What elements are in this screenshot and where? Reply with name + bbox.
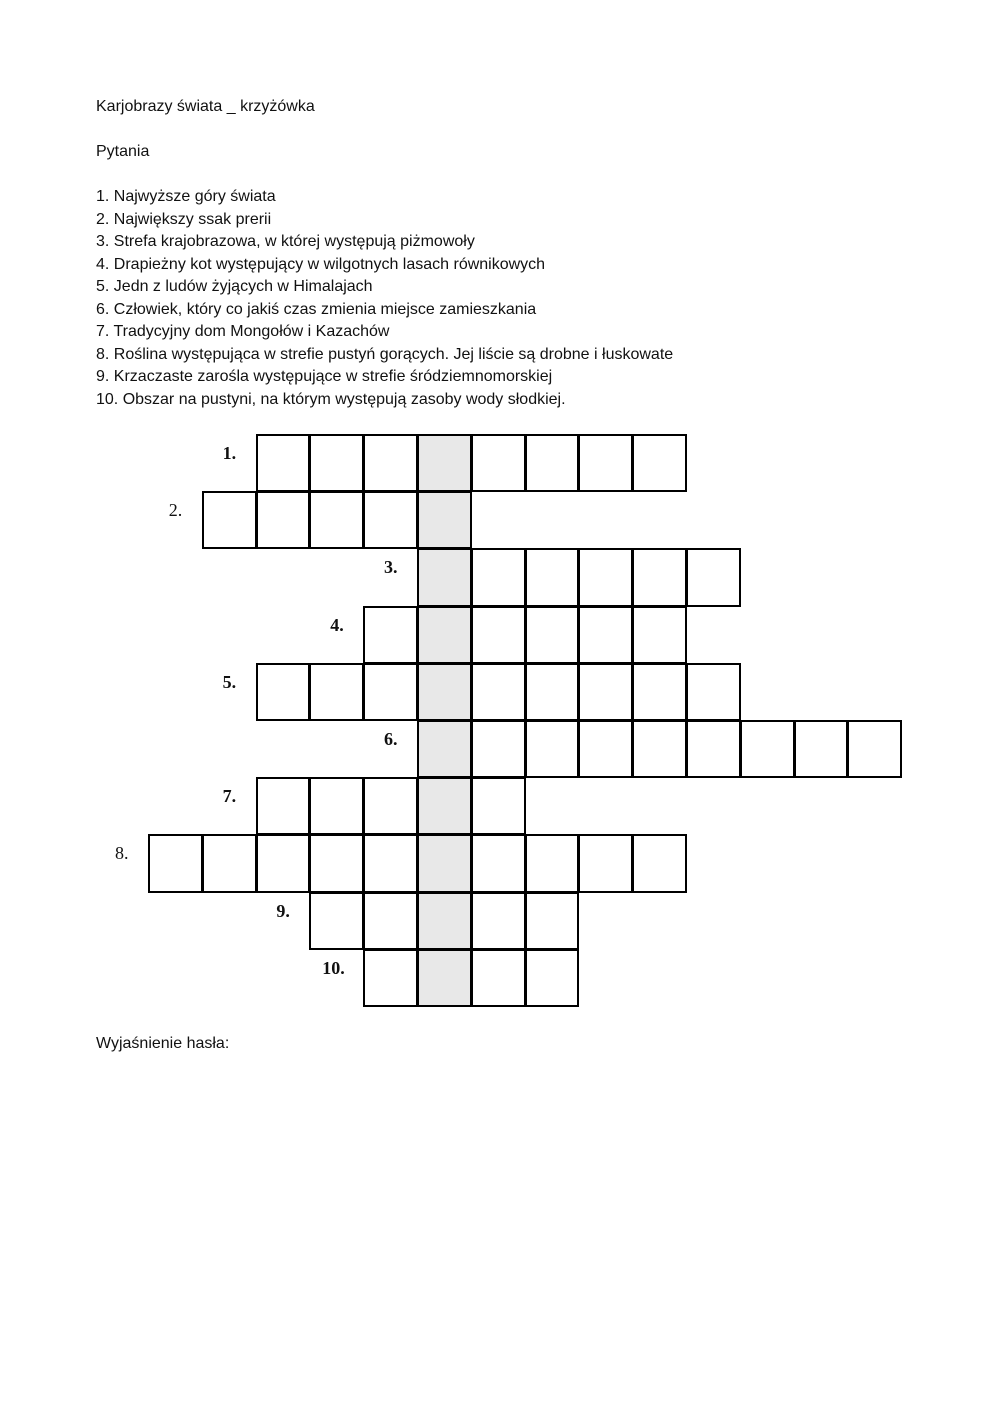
crossword-row-number: 1. [222,443,237,463]
crossword-row-number: 10. [322,957,345,978]
question-item: 9. Krzaczaste zarośla występujące w strefie śródziemnomorskiej [96,368,553,385]
crossword-cell[interactable] [363,777,418,835]
crossword-cell[interactable] [471,434,526,492]
question-item: 10. Obszar na pustyni, na którym występują zasoby wody słodkiej. [96,390,566,408]
crossword-cell[interactable] [256,834,311,892]
crossword-cell[interactable] [632,606,687,664]
crossword-key-cell[interactable] [417,663,472,721]
crossword-row-number: 7. [222,786,237,807]
crossword-cell[interactable] [363,834,418,892]
crossword-cell[interactable] [525,663,580,721]
crossword-cell[interactable] [256,491,311,549]
crossword-cell[interactable] [525,720,580,778]
crossword-cell[interactable] [578,663,633,721]
question-item: 7. Tradycyjny dom Mongołów i Kazachów [96,323,390,340]
crossword-cell[interactable] [363,491,418,549]
crossword-cell[interactable] [794,720,849,778]
crossword-cell[interactable] [471,548,526,606]
crossword-key-cell[interactable] [417,606,472,664]
question-item: 3. Strefa krajobrazowa, w której występują piżmowoły [96,233,475,250]
crossword-cell[interactable] [578,606,633,664]
crossword-cell[interactable] [202,834,257,892]
crossword-cell[interactable] [363,949,418,1007]
crossword-row-number: 3. [384,557,398,578]
crossword-cell[interactable] [309,892,364,950]
question-item: 8. Roślina występująca w strefie pustyń gorących. Jej liście są drobne i łuskowate [96,345,674,363]
crossword-cell[interactable] [256,434,311,492]
crossword-cell[interactable] [363,434,418,492]
crossword-cell[interactable] [256,777,311,835]
crossword-cell[interactable] [525,548,580,606]
crossword-cell[interactable] [471,834,526,892]
crossword-cell[interactable] [471,606,526,664]
crossword-cell[interactable] [686,663,741,721]
question-item: 5. Jedn z ludów żyjących w Himalajach [96,278,373,295]
crossword-cell[interactable] [578,434,633,492]
crossword-row-number: 6. [384,729,398,749]
crossword-row-number: 8. [115,843,129,864]
crossword-cell[interactable] [363,606,418,664]
crossword-cell[interactable] [309,434,364,492]
crossword-cell[interactable] [632,834,687,892]
crossword-cell[interactable] [148,834,203,892]
crossword-cell[interactable] [471,777,526,835]
answer-explanation-label: Wyjaśnienie hasła: [96,1035,230,1052]
questions-heading: Pytania [96,143,150,160]
crossword-cell[interactable] [632,434,687,492]
crossword-cell[interactable] [525,434,580,492]
crossword-cell[interactable] [471,663,526,721]
crossword-cell[interactable] [578,548,633,606]
worksheet-title: Karjobrazy świata _ krzyżówka [96,98,315,115]
crossword-cell[interactable] [256,663,311,721]
crossword-cell[interactable] [471,949,526,1007]
crossword-cell[interactable] [309,491,364,549]
crossword-cell[interactable] [578,720,633,778]
crossword-cell[interactable] [847,720,902,778]
crossword-cell[interactable] [363,892,418,950]
crossword-key-cell[interactable] [417,892,472,950]
crossword-cell[interactable] [578,834,633,892]
crossword-cell[interactable] [525,892,580,950]
question-item: 6. Człowiek, który co jakiś czas zmienia miejsce zamieszkania [96,300,537,318]
crossword-row-number: 9. [276,900,290,921]
crossword-cell[interactable] [309,834,364,892]
crossword-cell[interactable] [525,949,580,1007]
question-item: 2. Największy ssak prerii [96,210,272,228]
crossword-cell[interactable] [309,663,364,721]
crossword-cell[interactable] [686,720,741,778]
crossword-key-cell[interactable] [417,491,472,549]
crossword-cell[interactable] [202,491,257,549]
crossword-key-cell[interactable] [417,834,472,892]
crossword-cell[interactable] [309,777,364,835]
crossword-cell[interactable] [740,720,795,778]
crossword-key-cell[interactable] [417,548,472,606]
crossword-cell[interactable] [471,892,526,950]
crossword-cell[interactable] [471,720,526,778]
crossword-cell[interactable] [686,548,741,606]
crossword-key-cell[interactable] [417,949,472,1007]
question-item: 4. Drapieżny kot występujący w wilgotnych lasach równikowych [96,255,546,273]
question-item: 1. Najwyższe góry świata [96,188,276,205]
crossword-key-cell[interactable] [417,720,472,778]
crossword-cell[interactable] [632,720,687,778]
crossword-row-number: 4. [330,614,344,635]
crossword-cell[interactable] [632,663,687,721]
crossword-cell[interactable] [632,548,687,606]
crossword-row-number: 5. [222,671,237,692]
crossword-cell[interactable] [525,606,580,664]
crossword-cell[interactable] [363,663,418,721]
crossword-cell[interactable] [525,834,580,892]
crossword-key-cell[interactable] [417,434,472,492]
crossword-row-number: 2. [168,500,183,521]
crossword-key-cell[interactable] [417,777,472,835]
